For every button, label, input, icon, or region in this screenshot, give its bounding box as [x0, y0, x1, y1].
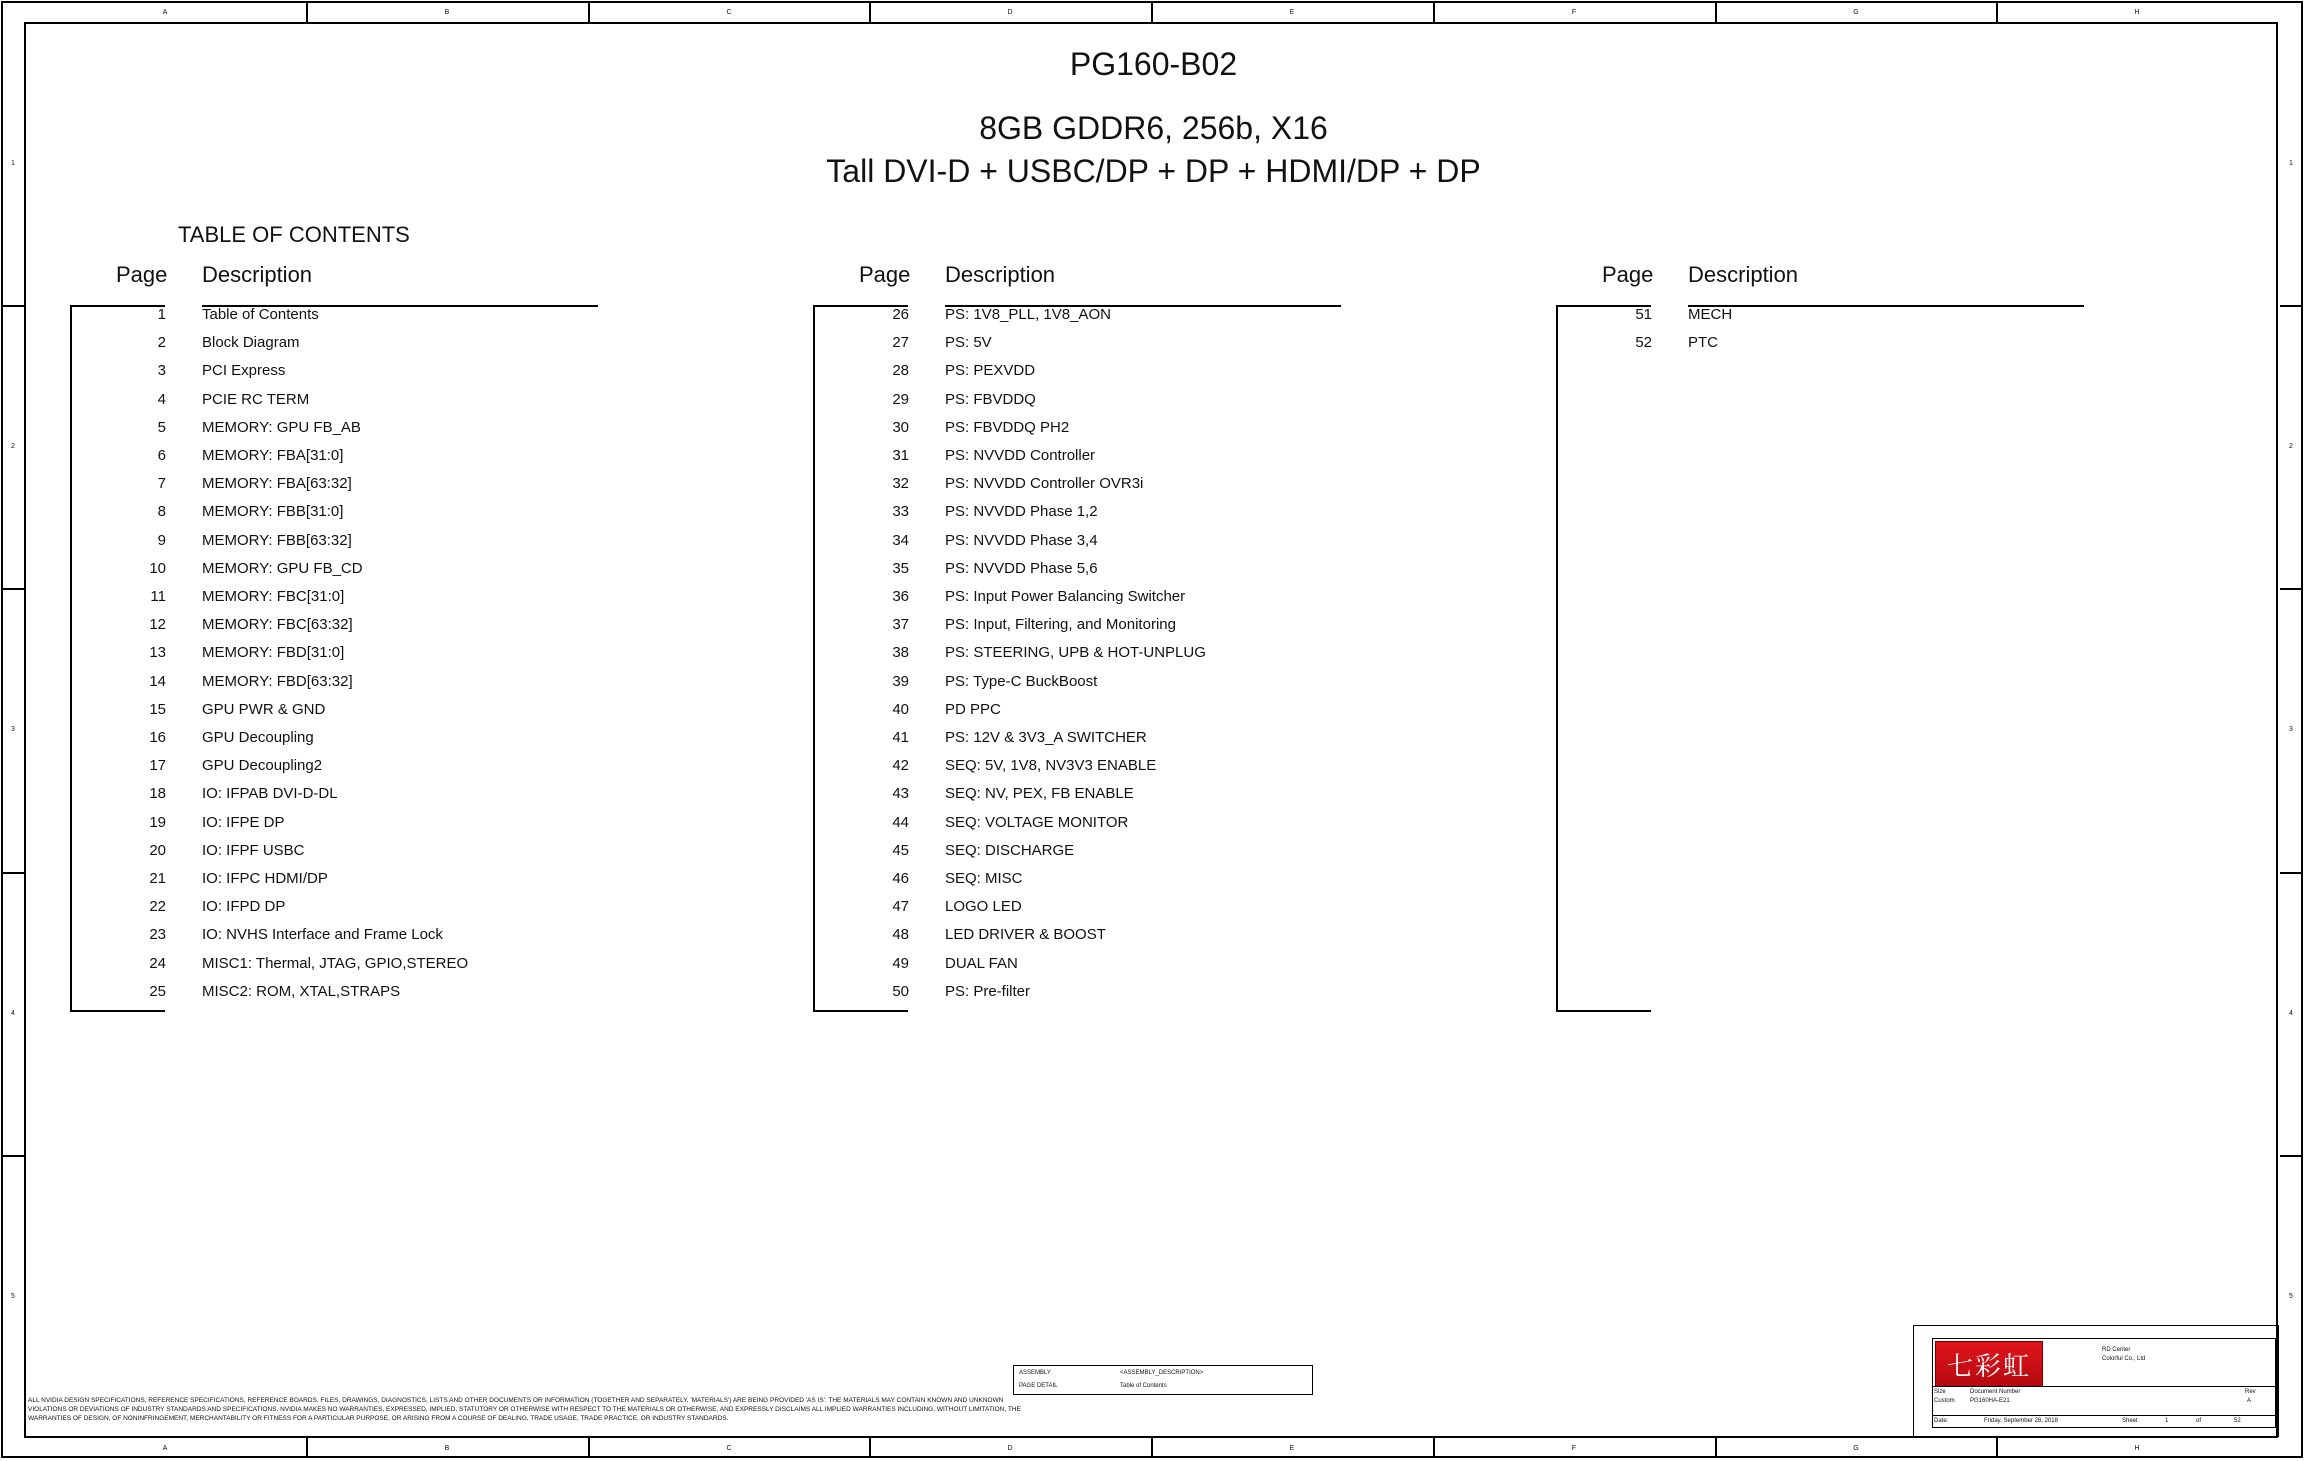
toc-description: PS: 5V [945, 334, 992, 351]
zone-divider [588, 1438, 590, 1458]
zone-letter: G [1853, 8, 1859, 16]
toc-description: PS: PEXVDD [945, 362, 1036, 379]
toc-page-number: 35 [892, 560, 909, 577]
toc-page-number: 4 [157, 391, 166, 408]
toc-description: Block Diagram [202, 334, 300, 351]
zone-number: 3 [11, 726, 15, 733]
legal-disclaimer: ALL NVIDIA DESIGN SPECIFICATIONS, REFERENCE SPECIFICATIONS, REFERENCE BOARDS, FILES, DRAWINGS, DIAGNOSTICS, LISTS AND OTHER DOCUMENTS OR INFORMATION (TOGETHER AND SEPARATELY, 'MATERIALS') ARE BEING PROVIDED 'AS IS'. THE MATERIALS MAY CONTAIN KNOWN AND UNKNOWN VIOLATIONS OR DEVIATIONS OF INDUSTRY STANDARDS AND SPECIFICATIONS. NVIDIA MAKES NO WARRANTIES, EXPRESSED, IMPLIED, STATUTORY OR OTHERWISE WITH RESPECT TO THE MATERIALS OR OTHERWISE, AND EXPRESSLY DISCLAIMS ALL IMPLIED WARRANTIES INCLUDING, WITHOUT LIMITATION, THE WARRANTIES OF DESIGN, OF NONINFRINGEMENT, MERCHANTABILITY OR FITNESS FOR A PARTICULAR PURPOSE, OR ARISING FROM A COURSE OF DEALING, TRADE USAGE, TRADE PRACTICE, OR INDUSTRY STANDARDS. [28, 1397, 1021, 1422]
toc-page-number: 51 [1635, 306, 1652, 323]
sheet-total: 52 [2234, 1418, 2241, 1424]
toc-description: PS: NVVDD Phase 3,4 [945, 532, 1098, 549]
toc-page-number: 18 [149, 785, 166, 802]
zone-divider [1433, 1438, 1435, 1458]
toc-description: PTC [1688, 334, 1718, 351]
col3-bracket [1556, 305, 1558, 1011]
zone-letter: B [444, 1444, 450, 1452]
zone-divider [2, 588, 24, 590]
toc-description: PS: FBVDDQ [945, 391, 1036, 408]
toc-description: PS: NVVDD Phase 1,2 [945, 503, 1098, 520]
zone-divider [1433, 2, 1435, 22]
zone-number: 3 [2289, 726, 2293, 733]
toc-page-number: 9 [157, 532, 166, 549]
date-label: Date: [1934, 1418, 1949, 1424]
col2-page-header: Page [859, 262, 911, 287]
col2-bottom-rule [813, 1010, 908, 1012]
col1-page-header: Page [116, 262, 168, 287]
toc-page-number: 8 [157, 503, 166, 520]
zone-divider [1996, 1438, 1998, 1458]
toc-page-number: 14 [149, 673, 166, 690]
toc-description: MEMORY: FBB[31:0] [202, 503, 344, 520]
toc-page-number: 32 [892, 475, 909, 492]
toc-page-number: 31 [892, 447, 909, 464]
toc-description: PS: NVVDD Controller OVR3i [945, 475, 1144, 492]
memory-config: 8GB GDDR6, 256b, X16 [979, 110, 1328, 146]
display-outputs: Tall DVI-D + USBC/DP + DP + HDMI/DP + DP [826, 153, 1481, 189]
toc-page-number: 1 [157, 306, 166, 323]
toc-description: PCI Express [202, 362, 286, 379]
toc-page-number: 42 [892, 757, 909, 774]
zone-divider [1151, 1438, 1153, 1458]
zone-divider [2, 872, 24, 874]
toc-page-number: 3 [157, 362, 166, 379]
zone-divider [869, 1438, 871, 1458]
toc-page-number: 46 [892, 870, 909, 887]
toc-description: MEMORY: FBD[31:0] [202, 644, 345, 661]
toc-page-number: 21 [149, 870, 166, 887]
sheet-value: 1 [2165, 1418, 2169, 1424]
toc-description: PS: NVVDD Phase 5,6 [945, 560, 1098, 577]
toc-description: MEMORY: GPU FB_AB [202, 419, 361, 436]
zone-number: 1 [2289, 160, 2293, 167]
zone-divider [2280, 588, 2302, 590]
toc-description: SEQ: VOLTAGE MONITOR [945, 814, 1129, 831]
col1-desc-header: Description [202, 262, 313, 287]
sheet-label: Sheet [2122, 1418, 2138, 1424]
zone-letter: B [444, 8, 450, 16]
toc-page-number: 13 [149, 644, 166, 661]
toc-description: GPU Decoupling [202, 729, 314, 746]
zone-divider [2, 1155, 24, 1157]
toc-page-number: 17 [149, 757, 166, 774]
zone-number: 5 [11, 1293, 15, 1300]
toc-description: MEMORY: GPU FB_CD [202, 560, 363, 577]
toc-page-number: 34 [892, 532, 909, 549]
zone-divider [1715, 1438, 1717, 1458]
col3-page-header: Page [1602, 262, 1654, 287]
toc-description: MEMORY: FBA[63:32] [202, 475, 352, 492]
zone-letter: D [1007, 1444, 1013, 1452]
company-logo [1935, 1341, 2043, 1387]
docnum-value: PG160HA-E21 [1970, 1398, 2010, 1404]
toc-page-number: 40 [892, 701, 909, 718]
toc-description: MEMORY: FBC[63:32] [202, 616, 353, 633]
zone-letter: D [1007, 8, 1013, 16]
date-value: Friday, September 28, 2018 [1984, 1418, 2058, 1424]
toc-description: PS: Pre-filter [945, 983, 1031, 1000]
toc-description: IO: IFPD DP [202, 898, 286, 915]
toc-description: IO: IFPC HDMI/DP [202, 870, 328, 887]
zone-letter: F [1571, 8, 1577, 16]
toc-page-number: 10 [149, 560, 166, 577]
logo-text: 七彩虹 [1946, 1351, 2031, 1382]
toc-description: PS: 12V & 3V3_A SWITCHER [945, 729, 1147, 746]
toc-description: PCIE RC TERM [202, 391, 310, 408]
toc-page-number: 28 [892, 362, 909, 379]
zone-number: 5 [2289, 1293, 2293, 1300]
toc-page-number: 6 [157, 447, 166, 464]
zone-divider [2280, 872, 2302, 874]
zone-divider [1996, 2, 1998, 22]
toc-page-number: 16 [149, 729, 166, 746]
toc-page-number: 12 [149, 616, 166, 633]
zone-divider [1715, 2, 1717, 22]
zone-letter: E [1289, 8, 1295, 16]
toc-page-number: 5 [157, 419, 166, 436]
toc-page-number: 26 [892, 306, 909, 323]
toc-page-number: 50 [892, 983, 909, 1000]
zone-letter: A [162, 1444, 168, 1452]
col3-desc-rule [1688, 305, 2084, 307]
zone-letter: H [2134, 1444, 2140, 1452]
toc-description: GPU Decoupling2 [202, 757, 323, 774]
col1-bottom-rule [70, 1010, 165, 1012]
docnum-label: Document Number [1970, 1389, 2021, 1395]
company-line2: Colorful Co., Ltd [2102, 1356, 2146, 1362]
toc-description: IO: NVHS Interface and Frame Lock [202, 926, 443, 943]
zone-letter: F [1571, 1444, 1577, 1452]
toc-description: DUAL FAN [945, 955, 1018, 972]
toc-page-number: 2 [157, 334, 166, 351]
sheet-of-label: of [2196, 1418, 2202, 1424]
toc-page-number: 29 [892, 391, 909, 408]
toc-description: PS: Type-C BuckBoost [945, 673, 1098, 690]
zone-letter: E [1289, 1444, 1295, 1452]
toc-description: MECH [1688, 306, 1733, 323]
toc-description: SEQ: NV, PEX, FB ENABLE [945, 785, 1134, 802]
toc-description: IO: IFPAB DVI-D-DL [202, 785, 338, 802]
toc-description: GPU PWR & GND [202, 701, 326, 718]
rev-label: Rev [2245, 1389, 2256, 1395]
toc-page-number: 19 [149, 814, 166, 831]
toc-description: PD PPC [945, 701, 1001, 718]
zone-number: 2 [11, 443, 15, 450]
size-value: Custom [1934, 1398, 1955, 1404]
board-title: PG160-B02 [1069, 46, 1238, 82]
page-detail-label: PAGE DETAIL [1019, 1383, 1058, 1389]
toc-description: PS: STEERING, UPB & HOT-UNPLUG [945, 644, 1206, 661]
toc-description: MEMORY: FBC[31:0] [202, 588, 345, 605]
toc-description: PS: FBVDDQ PH2 [945, 419, 1070, 436]
toc-page-number: 41 [892, 729, 909, 746]
toc-description: PS: 1V8_PLL, 1V8_AON [945, 306, 1111, 323]
zone-letter: C [726, 1444, 732, 1452]
toc-description: PS: Input, Filtering, and Monitoring [945, 616, 1176, 633]
toc-page-number: 49 [892, 955, 909, 972]
zone-letter: H [2134, 8, 2140, 16]
zone-letter: G [1853, 1444, 1859, 1452]
toc-description: LOGO LED [945, 898, 1022, 915]
toc-description: SEQ: DISCHARGE [945, 842, 1075, 859]
toc-description: IO: IFPF USBC [202, 842, 305, 859]
toc-page-number: 44 [892, 814, 909, 831]
zone-letter: C [726, 8, 732, 16]
zone-divider [869, 2, 871, 22]
toc-description: Table of Contents [202, 306, 319, 323]
toc-page-number: 22 [149, 898, 166, 915]
toc-description: LED DRIVER & BOOST [945, 926, 1106, 943]
zone-divider [306, 2, 308, 22]
toc-page-number: 52 [1635, 334, 1652, 351]
toc-description: MEMORY: FBB[63:32] [202, 532, 352, 549]
zone-divider [2, 305, 24, 307]
zone-divider [2280, 1155, 2302, 1157]
toc-description: MISC1: Thermal, JTAG, GPIO,STEREO [202, 955, 469, 972]
toc-page-number: 7 [157, 475, 166, 492]
toc-page-number: 38 [892, 644, 909, 661]
toc-page-number: 36 [892, 588, 909, 605]
rev-value: A [2247, 1398, 2252, 1404]
size-label: Size [1934, 1389, 1946, 1395]
toc-title: TABLE OF CONTENTS [178, 222, 410, 247]
toc-page-number: 23 [149, 926, 166, 943]
company-line1: RD Center [2102, 1347, 2131, 1353]
zone-divider [588, 2, 590, 22]
assembly-value: <ASSEMBLY_DESCRIPTION> [1120, 1370, 1204, 1376]
toc-description: IO: IFPE DP [202, 814, 285, 831]
toc-page-number: 43 [892, 785, 909, 802]
toc-description: MEMORY: FBD[63:32] [202, 673, 353, 690]
toc-description: PS: NVVDD Controller [945, 447, 1096, 464]
toc-page-number: 48 [892, 926, 909, 943]
toc-description: SEQ: MISC [945, 870, 1023, 887]
zone-divider [1151, 2, 1153, 22]
col3-bottom-rule [1556, 1010, 1651, 1012]
zone-number: 4 [11, 1010, 15, 1017]
toc-page-number: 30 [892, 419, 909, 436]
toc-description: SEQ: 5V, 1V8, NV3V3 ENABLE [945, 757, 1157, 774]
toc-page-number: 20 [149, 842, 166, 859]
page-detail-value: Table of Contents [1120, 1383, 1167, 1389]
col3-desc-header: Description [1688, 262, 1799, 287]
zone-number: 1 [11, 160, 15, 167]
toc-page-number: 25 [149, 983, 166, 1000]
toc-page-number: 11 [150, 588, 166, 605]
toc-page-number: 39 [892, 673, 909, 690]
zone-number: 4 [2289, 1010, 2293, 1017]
toc-description: MISC2: ROM, XTAL,STRAPS [202, 983, 401, 1000]
assembly-label: ASSEMBLY [1019, 1370, 1051, 1376]
zone-divider [306, 1438, 308, 1458]
toc-page-number: 27 [892, 334, 909, 351]
toc-page-number: 24 [149, 955, 166, 972]
zone-divider [2280, 305, 2302, 307]
toc-description: PS: Input Power Balancing Switcher [945, 588, 1186, 605]
toc-page-number: 47 [892, 898, 909, 915]
toc-page-number: 15 [149, 701, 166, 718]
toc-page-number: 45 [892, 842, 909, 859]
toc-description: MEMORY: FBA[31:0] [202, 447, 344, 464]
toc-page-number: 37 [892, 616, 909, 633]
zone-letter: A [162, 8, 168, 16]
zone-number: 2 [2289, 443, 2293, 450]
toc-page-number: 33 [892, 503, 909, 520]
col2-desc-header: Description [945, 262, 1056, 287]
